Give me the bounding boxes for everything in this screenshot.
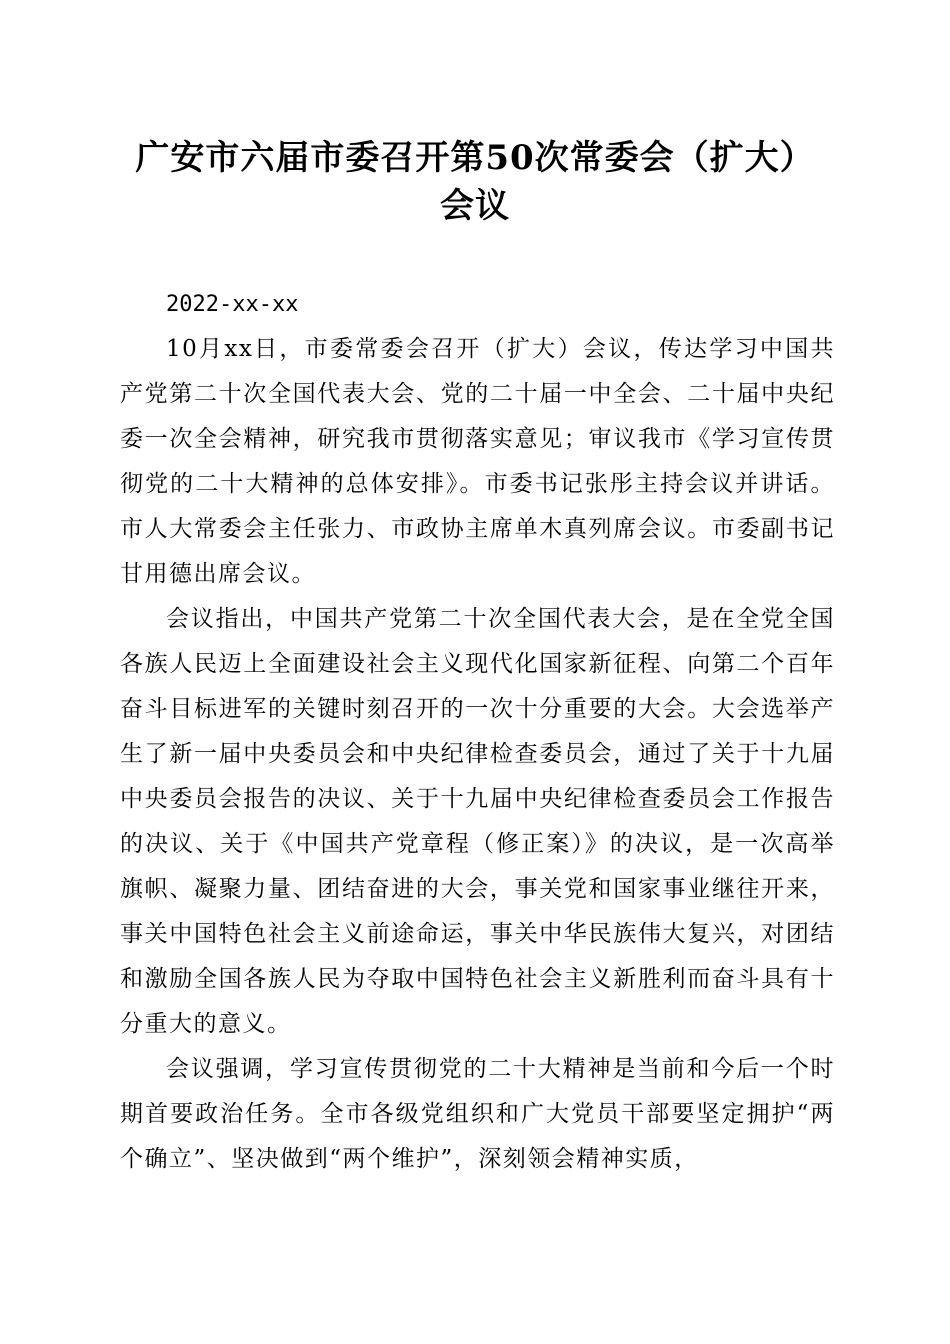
paragraph-1: 10月xx日，市委常委会召开（扩大）会议，传达学习中国共产党第二十次全国代表大会、党的二十届一中全会、二十届中央纪委一次全会精神，研究我市贯彻落实意见；审议我市《学习宣传贯彻党的二十大精神的总体安排》。市委书记张彤主持会议并讲话。市人大常委会主任张力、市政协主席单木真列席会议。市委副书记甘用德出席会议。	[120, 336, 835, 587]
document-title	[100, 134, 850, 230]
paragraph-3: 会议强调，学习宣传贯彻党的二十大精神是当前和今后一个时期首要政治任务。全市各级党组织和广大党员干部要坚定拥护“两个确立”、坚决做到“两个维护”，深刻领会精神实质，	[120, 1056, 835, 1172]
date-line	[120, 282, 835, 327]
document-date: 2022-xx-xx	[166, 292, 299, 317]
title-line-2: 会议	[440, 186, 510, 226]
paragraph-2: 会议指出，中国共产党第二十次全国代表大会，是在全党全国各族人民迈上全面建设社会主义现代化国家新征程、向第二个百年奋斗目标进军的关键时刻召开的一次十分重要的大会。大会选举产生了新一届中央委员会和中央纪律检查委员会，通过了关于十九届中央委员会报告的决议、关于十九届中央纪律检查委员会工作报告的决议、关于《中国共产党章程（修正案）》的决议，是一次高举旗帜、凝聚力量、团结奋进的大会，事关党和国家事业继往开来，事关中国特色社会主义前途命运，事关中华民族伟大复兴，对团结和激励全国各族人民为夺取中国特色社会主义新胜利而奋斗具有十分重大的意义。	[120, 606, 835, 1037]
document-body	[120, 282, 835, 1182]
title-line-1: 广安市六届市委召开第50次常委会（扩大）	[135, 138, 815, 178]
